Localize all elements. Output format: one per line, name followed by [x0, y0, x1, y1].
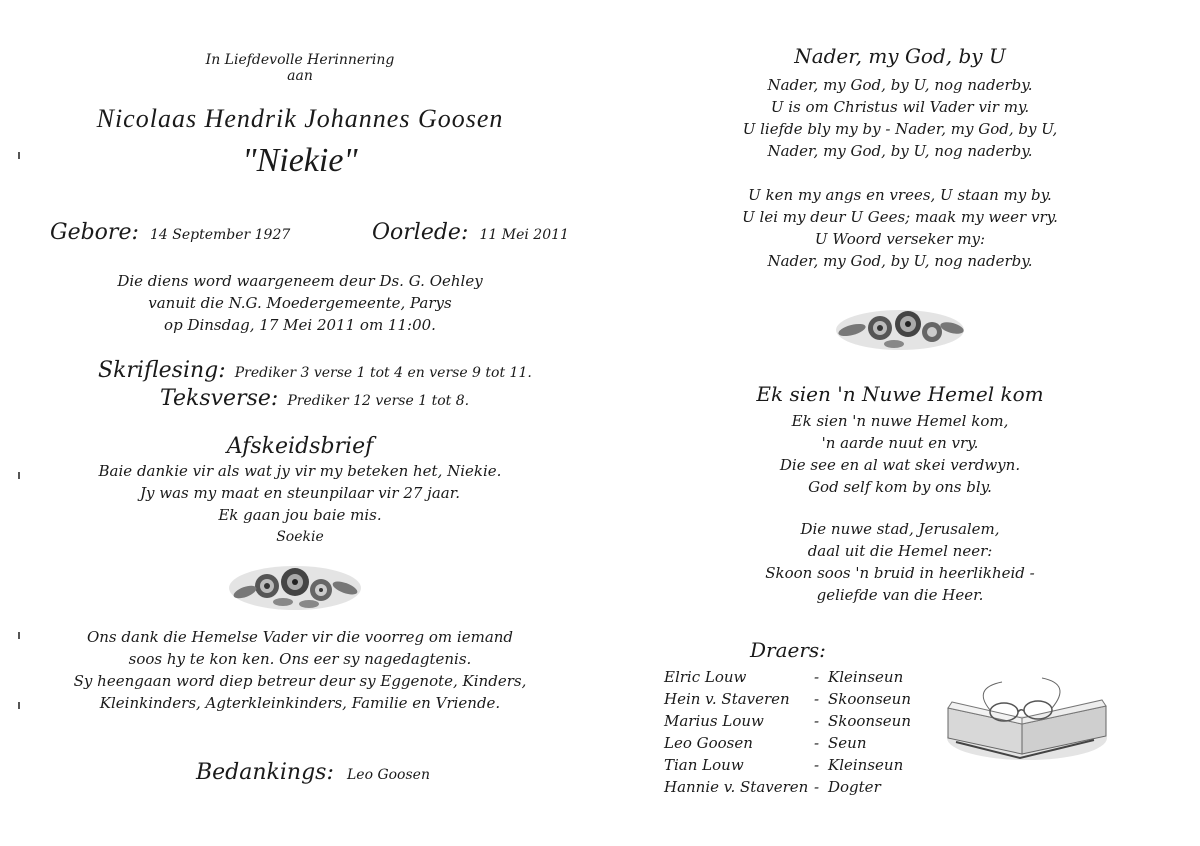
- draer-dash: -: [814, 778, 820, 796]
- hymn-line: Ek sien 'n nuwe Hemel kom,: [791, 412, 1009, 430]
- memorial-heading: [100, 52, 500, 84]
- hymn-line: U lei my deur U Gees; maak my weer vry.: [742, 208, 1058, 226]
- farewell-line: Ek gaan jou baie mis.: [218, 506, 382, 524]
- hymn-line: Die see en al wat skei verdwyn.: [779, 456, 1021, 474]
- bedankings-name: Leo Goosen: [346, 767, 430, 783]
- draer-dash: -: [814, 712, 820, 730]
- hymn-line: Nader, my God, by U, nog naderby.: [767, 142, 1033, 160]
- service-details: [60, 270, 540, 336]
- hymn-line: U is om Christus wil Vader vir my.: [770, 98, 1030, 116]
- rose-bouquet-icon: [832, 302, 968, 358]
- service-line: op Dinsdag, 17 Mei 2011 om 11:00.: [164, 316, 436, 334]
- reading-label: Skriflesing:: [98, 358, 226, 383]
- hymn-line: geliefde van die Heer.: [816, 586, 984, 604]
- hymn-line: Skoon soos 'n bruid in heerlikheid -: [765, 564, 1035, 582]
- texts-label: Teksverse:: [160, 386, 279, 411]
- draer-relation: Seun: [828, 734, 867, 752]
- draer-dash: -: [814, 690, 820, 708]
- texts-text: Prediker 12 verse 1 tot 8.: [287, 393, 470, 409]
- hymn1-verse1: [660, 74, 1140, 162]
- farewell-signature: Soekie: [276, 529, 324, 545]
- thanks-line: Ons dank die Hemelse Vader vir die voorreg om iemand: [86, 628, 514, 646]
- farewell-line: Jy was my maat en steunpilaar vir 27 jaar.: [139, 484, 461, 502]
- thanks-line: soos hy te kon ken. Ons eer sy nagedagtenis.: [128, 650, 472, 668]
- nickname: "Niekie": [242, 142, 358, 179]
- draers-title: Draers:: [750, 638, 826, 662]
- draer-name: Elric Louw: [664, 668, 747, 686]
- bedankings-label: Bedankings:: [196, 760, 334, 785]
- thanks-message: [40, 626, 560, 714]
- draer-name: Tian Louw: [664, 756, 744, 774]
- service-line: vanuit die N.G. Moedergemeente, Parys: [148, 294, 452, 312]
- hymn2-title: Ek sien 'n Nuwe Hemel kom: [756, 382, 1044, 406]
- hymn-line: U ken my angs en vrees, U staan my by.: [748, 186, 1052, 204]
- hymn1-verse2: [660, 184, 1140, 272]
- hymn-line: Die nuwe stad, Jerusalem,: [800, 520, 1000, 538]
- hymn-line: God self kom by ons bly.: [808, 478, 992, 496]
- draer-name: Marius Louw: [664, 712, 764, 730]
- scan-mark: [18, 152, 20, 159]
- hymn2-verse1: [660, 410, 1140, 498]
- thanks-line: Kleinkinders, Agterkleinkinders, Familie en Vriende.: [99, 694, 501, 712]
- memorial-line-2: aan: [287, 68, 313, 84]
- died-label: Oorlede:: [372, 220, 469, 245]
- hymn-line: daal uit die Hemel neer:: [807, 542, 993, 560]
- draer-relation: Skoonseun: [828, 690, 911, 708]
- full-name: Nicolaas Hendrik Johannes Goosen: [96, 104, 504, 133]
- rose-bouquet-icon: [225, 558, 365, 618]
- texts-block: [160, 386, 469, 411]
- service-line: Die diens word waargeneem deur Ds. G. Oehley: [117, 272, 483, 290]
- open-bible-glasses-icon: [942, 668, 1112, 768]
- draer-relation: Kleinseun: [828, 756, 904, 774]
- hymn-line: Nader, my God, by U, nog naderby.: [767, 76, 1033, 94]
- farewell-title: Afskeidsbrief: [226, 434, 374, 459]
- draer-relation: Skoonseun: [828, 712, 911, 730]
- born-label: Gebore:: [50, 220, 139, 245]
- thanks-line: Sy heengaan word diep betreur deur sy Eggenote, Kinders,: [73, 672, 527, 690]
- draer-dash: -: [814, 756, 820, 774]
- draer-dash: -: [814, 734, 820, 752]
- memorial-line-1: In Liefdevolle Herinnering: [205, 52, 395, 68]
- hymn-line: U liefde bly my by - Nader, my God, by U,: [742, 120, 1058, 138]
- born-block: [50, 220, 290, 245]
- died-block: [372, 220, 569, 245]
- draer-relation: Dogter: [828, 778, 881, 796]
- bedankings-block: [196, 760, 430, 785]
- died-date: 11 Mei 2011: [479, 227, 569, 243]
- draer-name: Hein v. Staveren: [664, 690, 790, 708]
- hymn-line: 'n aarde nuut en vry.: [821, 434, 979, 452]
- farewell-line: Baie dankie vir als wat jy vir my beteken het, Niekie.: [98, 462, 502, 480]
- scan-mark: [18, 632, 20, 639]
- hymn-line: U Woord verseker my:: [814, 230, 986, 248]
- hymn-line: Nader, my God, by U, nog naderby.: [767, 252, 1033, 270]
- scan-mark: [18, 472, 20, 479]
- draer-name: Leo Goosen: [664, 734, 753, 752]
- hymn1-title: Nader, my God, by U: [794, 44, 1006, 68]
- born-date: 14 September 1927: [149, 227, 291, 243]
- reading-text: Prediker 3 verse 1 tot 4 en verse 9 tot 11.: [234, 365, 532, 381]
- right-page: [600, 0, 1200, 846]
- farewell-letter: [60, 460, 540, 548]
- draer-dash: -: [814, 668, 820, 686]
- draer-name: Hannie v. Staveren: [664, 778, 809, 796]
- scan-mark: [18, 702, 20, 709]
- draer-relation: Kleinseun: [828, 668, 904, 686]
- hymn2-verse2: [660, 518, 1140, 606]
- reading-block: [98, 358, 532, 383]
